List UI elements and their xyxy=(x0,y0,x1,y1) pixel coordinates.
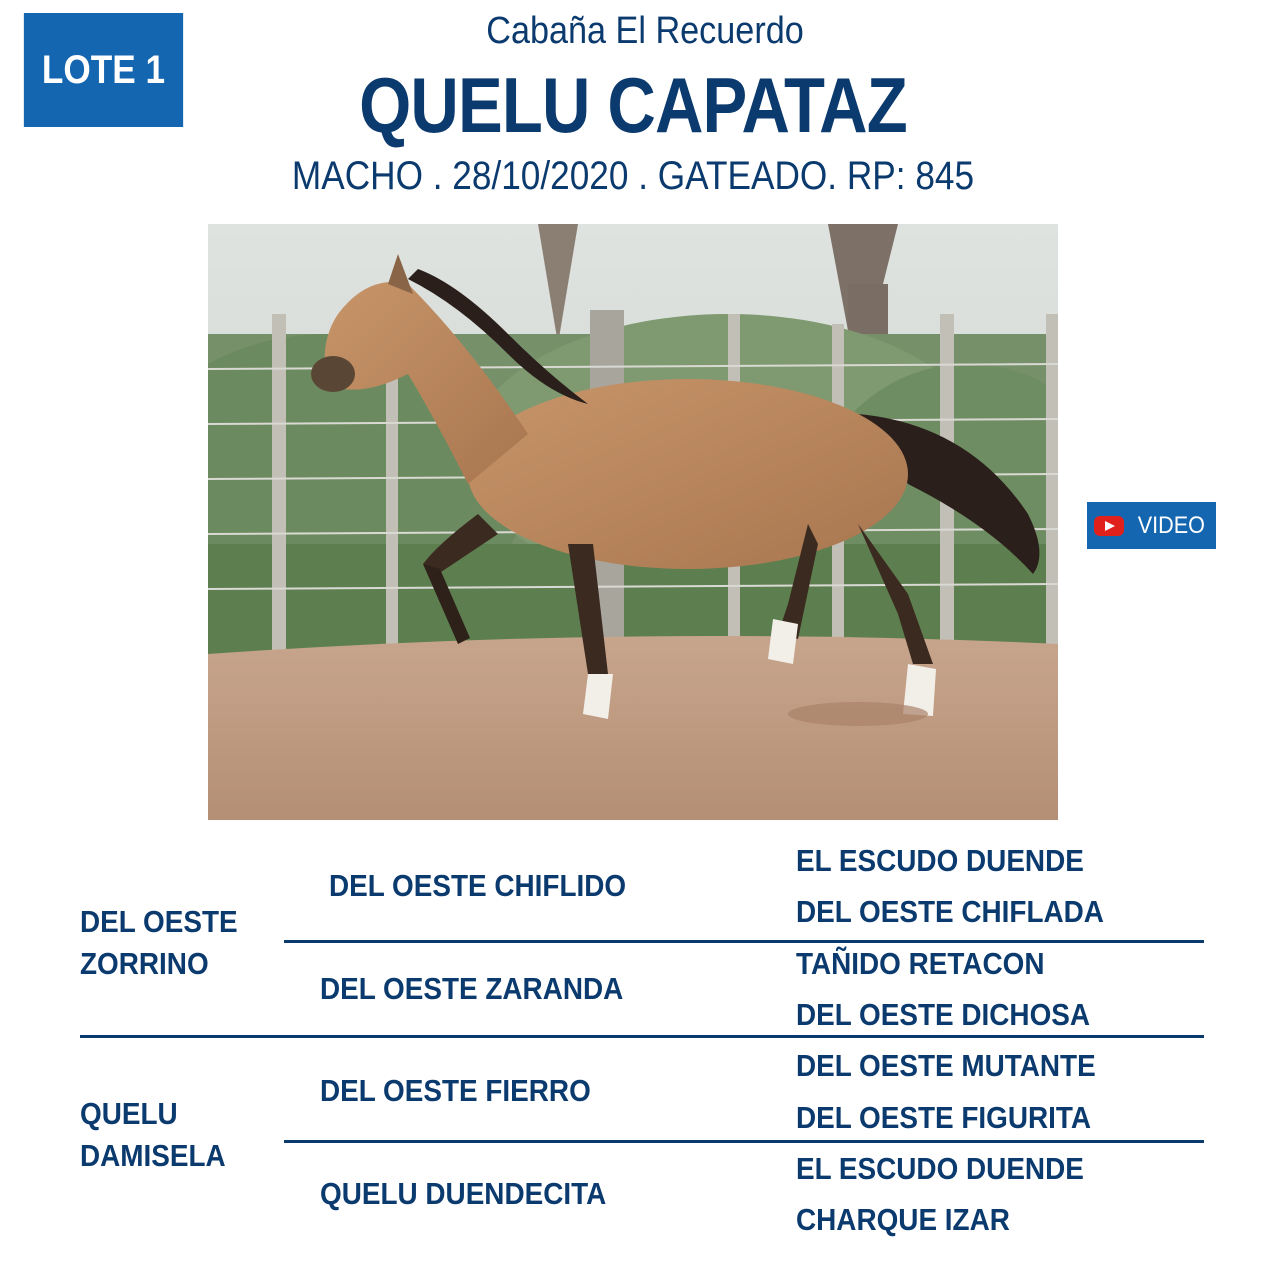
horse-details: MACHO . 28/10/2020 . GATEADO. RP: 845 xyxy=(291,154,975,198)
great-grandparent: EL ESCUDO DUENDE xyxy=(796,843,1084,878)
dam-name-line1: QUELU xyxy=(80,1096,178,1131)
youtube-play-icon xyxy=(1094,516,1124,536)
sire-sire: DEL OESTE CHIFLIDO xyxy=(329,868,627,903)
great-grandparent: TAÑIDO RETACON xyxy=(796,946,1045,981)
sire-dam: DEL OESTE ZARANDA xyxy=(320,971,624,1006)
video-button[interactable] xyxy=(1087,502,1216,549)
video-label: VIDEO xyxy=(1137,511,1206,539)
dam-name-line2: DAMISELA xyxy=(80,1138,226,1173)
dam-dam: QUELU DUENDECITA xyxy=(320,1176,607,1211)
great-grandparent: DEL OESTE CHIFLADA xyxy=(796,894,1104,929)
lot-label: LOTE 1 xyxy=(41,47,166,92)
dam-sire: DEL OESTE FIERRO xyxy=(320,1073,591,1108)
divider-line xyxy=(80,1035,1204,1038)
sire-name-line2: ZORRINO xyxy=(80,946,209,981)
great-grandparent: EL ESCUDO DUENDE xyxy=(796,1151,1084,1186)
farm-name: Cabaña El Recuerdo xyxy=(486,10,804,52)
divider-line xyxy=(284,940,1204,943)
great-grandparent: DEL OESTE MUTANTE xyxy=(796,1048,1096,1083)
great-grandparent: DEL OESTE DICHOSA xyxy=(796,997,1091,1032)
sire-name-line1: DEL OESTE xyxy=(80,904,238,939)
great-grandparent: DEL OESTE FIGURITA xyxy=(796,1100,1092,1135)
horse-photo xyxy=(208,224,1058,820)
great-grandparent: CHARQUE IZAR xyxy=(796,1202,1010,1237)
divider-line xyxy=(284,1140,1204,1143)
horse-name: QUELU CAPATAZ xyxy=(359,61,907,149)
